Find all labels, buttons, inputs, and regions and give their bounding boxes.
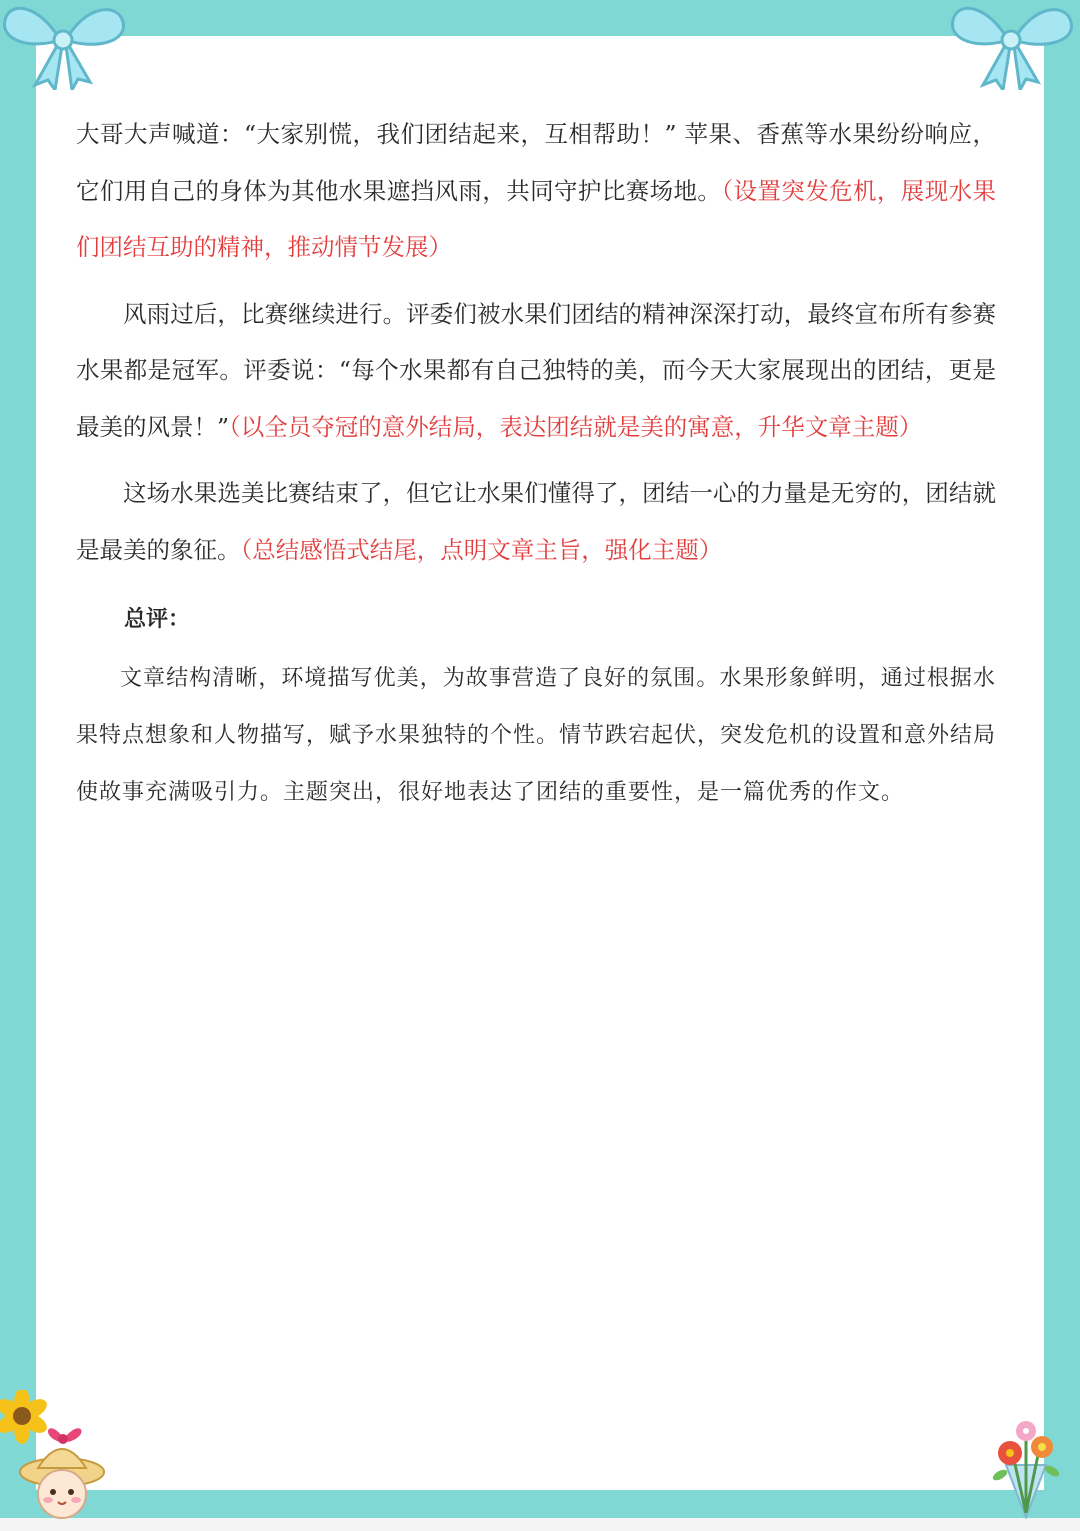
- annotation-note: （以全员夺冠的意外结局，表达团结就是美的寓意，升华文章主题）: [229, 412, 923, 441]
- annotation-note: （设置突发危机，展现水果们团结互助的精神，推动情节发展）: [76, 176, 997, 261]
- paragraph-text: 风雨过后，比赛继续进行。评委们被水果们团结的精神深深打动，最终宣布所有参赛水果都是冠军。评委说：“每个水果都有自己独特的美，而今天大家展现出的团结，更是最美的风景！”: [76, 299, 996, 441]
- bow-icon: [948, 0, 1078, 90]
- flower-bouquet-icon: [986, 1405, 1066, 1520]
- paragraph-text: 这场水果选美比赛结束了，但它让水果们懂得了，团结一心的力量是无穷的，团结就是最美的象征。: [76, 479, 996, 564]
- annotation-note: （总结感悟式结尾，点明文章主旨，强化主题）: [240, 535, 723, 564]
- paragraph-text: 大哥大声喊道：“大家别慌，我们团结起来，互相帮助！” 苹果、香蕉等水果纷纷响应，它们用自己的身体为其他水果遮挡风雨，共同守护比赛场地。: [76, 120, 996, 205]
- essay-content: [76, 106, 996, 821]
- paragraph: [76, 286, 996, 456]
- bow-icon: [0, 0, 130, 90]
- paragraph: [76, 465, 996, 578]
- paragraph: [76, 106, 996, 276]
- sunflower-girl-icon: [0, 1390, 110, 1520]
- review-title: 总评：: [124, 607, 191, 632]
- review-body: 文章结构清晰，环境描写优美，为故事营造了良好的氛围。水果形象鲜明，通过根据水果特点想象和人物描写，赋予水果独特的个性。情节跌宕起伏，突发危机的设置和意外结局使故事充满吸引力。主题突出，很好地表达了团结的重要性，是一篇优秀的作文。: [76, 666, 997, 805]
